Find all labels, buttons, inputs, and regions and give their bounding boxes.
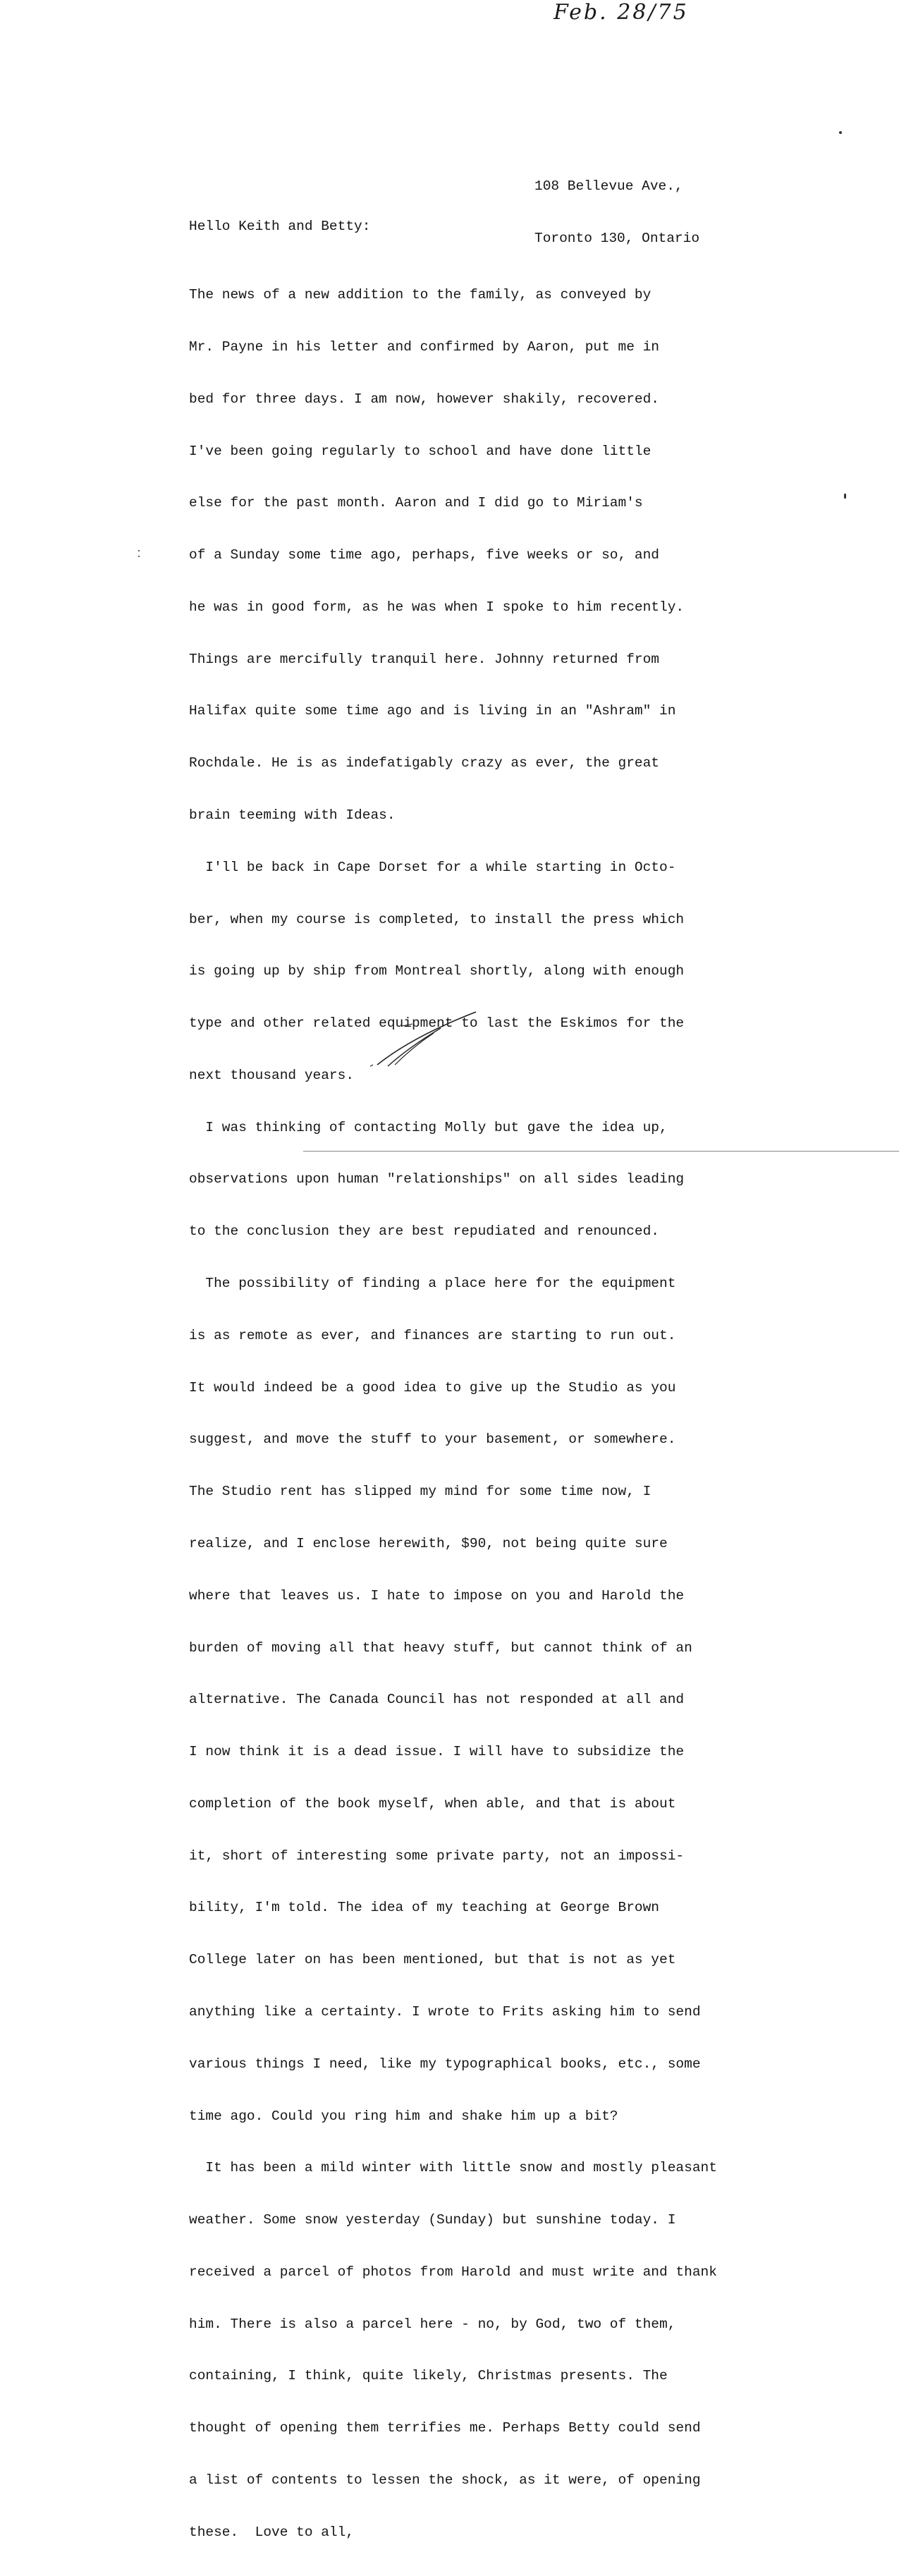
body-line: Rochdale. He is as indefatigably crazy as ever, the great: [189, 755, 660, 771]
body-line: I'll be back in Cape Dorset for a while starting in Octo-: [189, 859, 676, 875]
body-line: of a Sunday some time ago, perhaps, five weeks or so, and: [189, 547, 660, 563]
address-line-1: 108 Bellevue Ave.,: [534, 178, 683, 195]
body-line: is as remote as ever, and finances are starting to run out.: [189, 1327, 676, 1343]
body-line: completion of the book myself, when able, and that is about: [189, 1795, 676, 1812]
scan-edge-line: [303, 1151, 899, 1152]
body-line: where that leaves us. I hate to impose on you and Harold the: [189, 1587, 685, 1604]
body-line: anything like a certainty. I wrote to Frits asking him to send: [189, 2003, 701, 2020]
scan-speck: [844, 494, 846, 499]
body-line: it, short of interesting some private party, not an impossi-: [189, 1848, 685, 1864]
scan-speck: [138, 550, 140, 551]
body-line: The news of a new addition to the family, as conveyed by: [189, 287, 652, 303]
body-line: to the conclusion they are best repudiated and renounced.: [189, 1223, 660, 1240]
body-line: It would indeed be a good idea to give up the Studio as you: [189, 1379, 676, 1396]
body-line: Halifax quite some time ago and is living in an "Ashram" in: [189, 703, 676, 719]
body-line: received a parcel of photos from Harold and must write and thank: [189, 2264, 717, 2280]
body-line: various things I need, like my typographical books, etc., some: [189, 2056, 701, 2072]
body-line: The Studio rent has slipped my mind for some time now, I: [189, 1484, 652, 1500]
salutation: Hello Keith and Betty:: [189, 219, 371, 234]
body-line: I've been going regularly to school and have done little: [189, 443, 652, 459]
body-line: containing, I think, quite likely, Christmas presents. The: [189, 2368, 668, 2384]
body-line: alternative. The Canada Council has not responded at all and: [189, 1692, 685, 1708]
body-line: next thousand years.: [189, 1067, 355, 1083]
body-line: him. There is also a parcel here - no, by God, two of them,: [189, 2316, 676, 2332]
body-line: burden of moving all that heavy stuff, but cannot think of an: [189, 1640, 692, 1656]
body-line: weather. Some snow yesterday (Sunday) but sunshine today. I: [189, 2212, 676, 2228]
address-line-2: Toronto 130, Ontario: [534, 230, 700, 246]
body-line: Mr. Payne in his letter and confirmed by Aaron, put me in: [189, 338, 660, 355]
body-line: thought of opening them terrifies me. Perhaps Betty could send: [189, 2420, 701, 2436]
body-line: ber, when my course is completed, to install the press which: [189, 911, 685, 927]
handwritten-date: Feb. 28/75: [554, 0, 689, 25]
body-line: he was in good form, as he was when I spoke to him recently.: [189, 599, 685, 615]
body-line: is going up by ship from Montreal shortly, along with enough: [189, 963, 685, 979]
body-line: It has been a mild winter with little snow and mostly pleasant: [189, 2160, 717, 2176]
body-line: a list of contents to lessen the shock, as it were, of opening: [189, 2472, 701, 2488]
body-line: bed for three days. I am now, however shakily, recovered.: [189, 391, 660, 407]
body-line: time ago. Could you ring him and shake him up a bit?: [189, 2108, 618, 2124]
body-line: The possibility of finding a place here for the equipment: [189, 1276, 676, 1292]
scan-speck: [138, 556, 140, 557]
body-line: suggest, and move the stuff to your basement, or somewhere.: [189, 1432, 676, 1448]
body-line: Things are mercifully tranquil here. Johnny returned from: [189, 651, 660, 667]
scan-speck: [839, 131, 842, 134]
signature-scribble: [370, 1008, 511, 1072]
body-line: realize, and I enclose herewith, $90, not being quite sure: [189, 1535, 668, 1551]
body-line: bility, I'm told. The idea of my teaching at George Brown: [189, 1900, 660, 1916]
body-line: observations upon human "relationships" on all sides leading: [189, 1171, 685, 1188]
letter-body: [189, 252, 717, 2576]
body-line: I now think it is a dead issue. I will have to subsidize the: [189, 1744, 685, 1760]
body-line: these. Love to all,: [189, 2524, 355, 2540]
body-line: brain teeming with Ideas.: [189, 807, 396, 823]
body-line: type and other related equipment to last the Eskimos for the: [189, 1015, 685, 1032]
body-line: College later on has been mentioned, but that is not as yet: [189, 1952, 676, 1968]
body-line: else for the past month. Aaron and I did go to Miriam's: [189, 495, 643, 511]
body-line: I was thinking of contacting Molly but gave the idea up,: [189, 1119, 668, 1135]
